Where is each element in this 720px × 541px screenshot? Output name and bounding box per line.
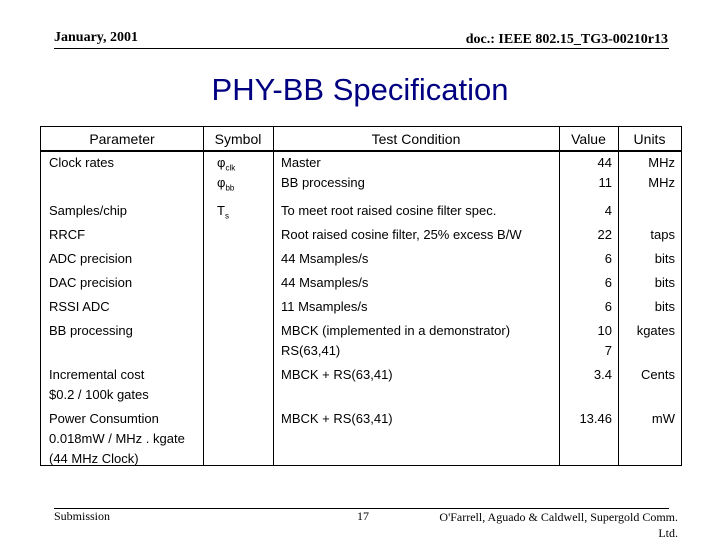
cell-value: 7 <box>604 343 612 358</box>
cell-value: 3.4 <box>593 367 612 382</box>
cell-condition: Master <box>281 155 321 170</box>
footer-page-number: 17 <box>357 509 369 523</box>
spec-table <box>40 126 682 466</box>
col-header-symbol: Symbol <box>214 131 262 147</box>
cell-parameter: ADC precision <box>49 251 133 266</box>
col-divider-1 <box>203 127 204 465</box>
cell-parameter: Samples/chip <box>49 203 128 218</box>
cell-units: Cents <box>641 367 675 382</box>
cell-units: MHz <box>648 175 675 190</box>
cell-condition: 11 Msamples/s <box>281 299 368 314</box>
cell-parameter: 0.018mW / MHz . kgate <box>49 431 185 446</box>
col-header-units: Units <box>633 131 666 147</box>
col-header-parameter: Parameter <box>89 131 155 147</box>
cell-symbol <box>217 201 269 227</box>
cell-parameter: Incremental cost <box>49 367 145 382</box>
cell-parameter: $0.2 / 100k gates <box>49 387 149 402</box>
cell-condition: Root raised cosine filter, 25% excess B/W <box>281 227 522 242</box>
cell-condition: MBCK (implemented in a demonstrator) <box>281 323 511 338</box>
col-divider-2 <box>273 127 274 465</box>
cell-units: MHz <box>648 155 675 170</box>
footer-authors-line2: Ltd. <box>658 526 678 540</box>
cell-value: 44 <box>597 155 612 170</box>
header-rule <box>54 48 669 49</box>
cell-condition: MBCK + RS(63,41) <box>281 411 393 426</box>
cell-condition: RS(63,41) <box>281 343 341 358</box>
cell-value: 13.46 <box>579 411 612 426</box>
cell-value: 6 <box>604 251 612 266</box>
cell-value: 22 <box>597 227 612 242</box>
symbol-base: φ <box>217 155 226 170</box>
cell-units: mW <box>651 411 675 426</box>
cell-units: bits <box>654 275 675 290</box>
cell-parameter: DAC precision <box>49 275 133 290</box>
col-header-value: Value <box>571 131 606 147</box>
cell-value: 10 <box>597 323 612 338</box>
footer-submission: Submission <box>54 509 111 523</box>
cell-parameter: (44 MHz Clock) <box>49 451 139 466</box>
col-header-test-condition: Test Condition <box>371 131 461 147</box>
cell-parameter: Clock rates <box>49 155 115 170</box>
cell-value: 6 <box>604 275 612 290</box>
cell-condition: To meet root raised cosine filter spec. <box>281 203 497 218</box>
cell-parameter: Power Consumtion <box>49 411 159 426</box>
cell-condition: BB processing <box>281 175 365 190</box>
cell-value: 11 <box>598 175 612 190</box>
symbol-subscript: bb <box>225 183 235 193</box>
cell-condition: MBCK + RS(63,41) <box>281 367 393 382</box>
cell-units: bits <box>654 251 675 266</box>
cell-value: 4 <box>604 203 612 218</box>
cell-parameter: RRCF <box>49 227 86 242</box>
symbol-base: φ <box>217 175 226 190</box>
cell-units: kgates <box>636 323 675 338</box>
cell-parameter: RSSI ADC <box>49 299 110 314</box>
cell-units: taps <box>650 227 675 242</box>
cell-condition: 44 Msamples/s <box>281 251 369 266</box>
symbol-base: T <box>217 203 225 218</box>
cell-units: bits <box>654 299 675 314</box>
cell-parameter: BB processing <box>49 323 133 338</box>
header-rule-table <box>41 150 681 152</box>
cell-symbol <box>217 173 269 199</box>
cell-condition: 44 Msamples/s <box>281 275 369 290</box>
header-doc-id: doc.: IEEE 802.15_TG3-00210r13 <box>465 32 668 47</box>
symbol-subscript: s <box>224 211 229 221</box>
symbol-subscript: clk <box>225 163 236 173</box>
header-date: January, 2001 <box>54 30 139 45</box>
footer-authors-line1: O'Farrell, Aguado & Caldwell, Supergold Comm. <box>439 510 678 524</box>
page-title: PHY-BB Specification <box>211 72 509 107</box>
footer-authors <box>418 509 678 541</box>
cell-value: 6 <box>604 299 612 314</box>
